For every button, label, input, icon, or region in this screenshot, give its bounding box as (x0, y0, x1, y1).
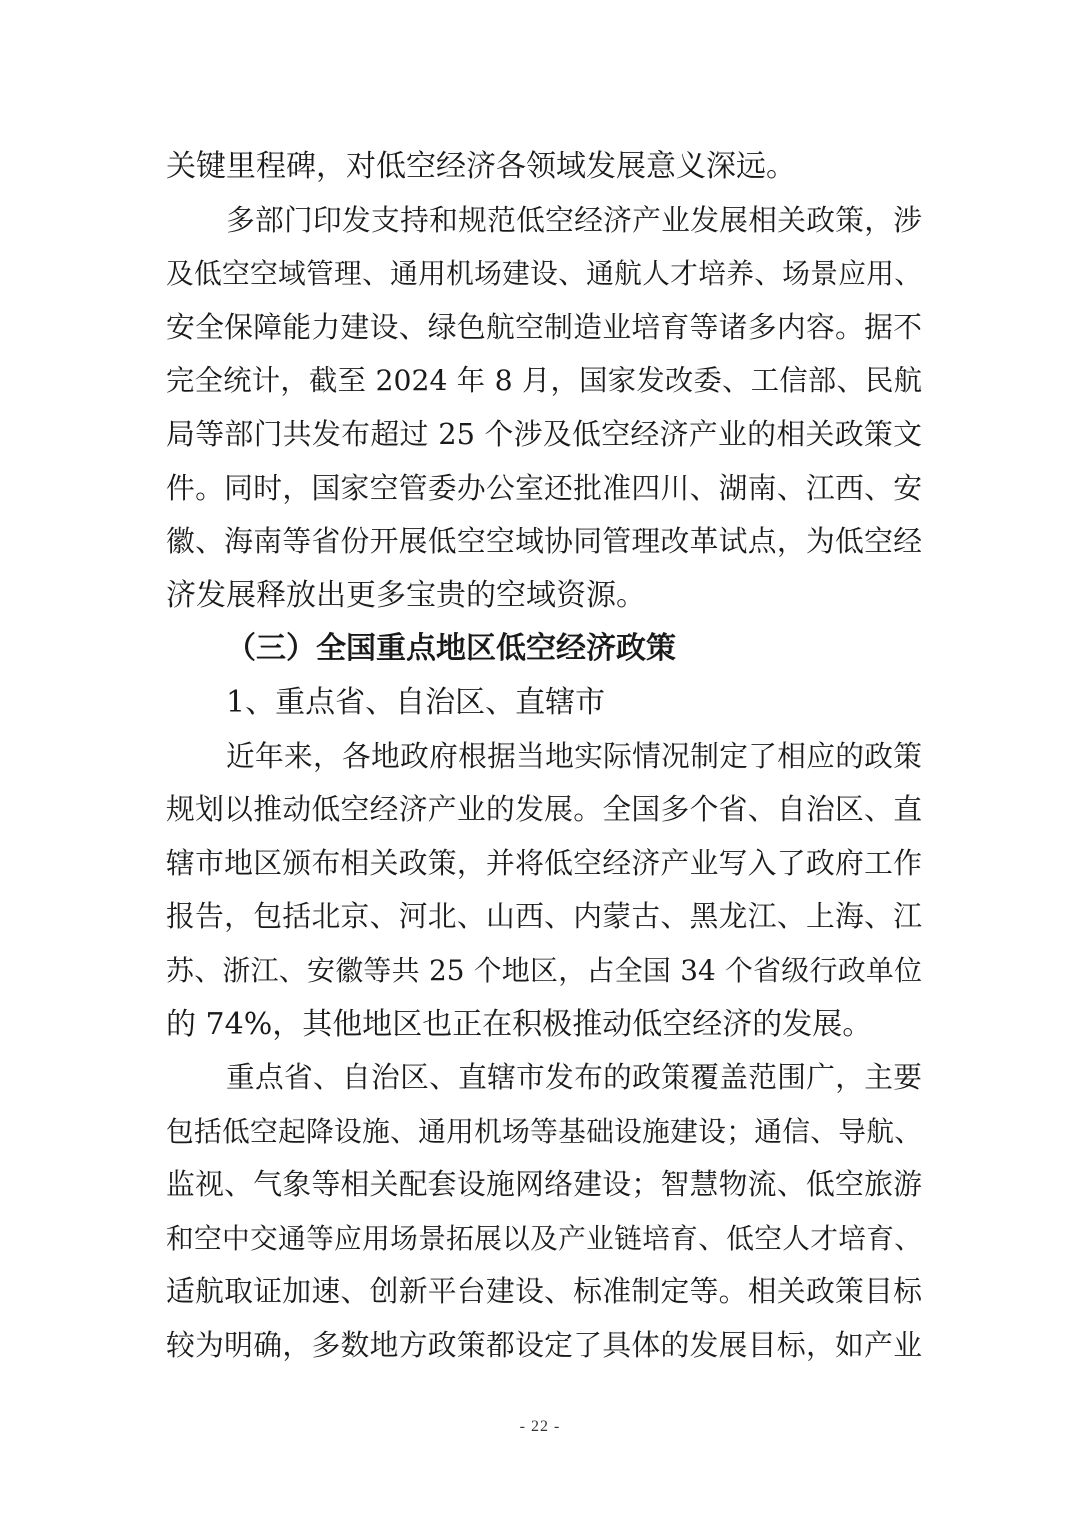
paragraph-line: 规划以推动低空经济产业的发展。全国多个省、自治区、直 (166, 792, 922, 827)
paragraph-line: 徽、海南等省份开展低空空域协同管理改革试点，为低空经 (166, 524, 922, 559)
page-number: - 22 - (519, 1418, 561, 1435)
paragraph-line: 安全保障能力建设、绿色航空制造业培育等诸多内容。据不 (166, 309, 922, 344)
paragraph-line: 和空中交通等应用场景拓展以及产业链培育、低空人才培育、 (166, 1221, 922, 1255)
subsection-heading: 1、重点省、自治区、直辖市 (226, 684, 606, 720)
section-heading: （三）全国重点地区低空经济政策 (226, 631, 676, 667)
paragraph-line: 完全统计，截至 2024 年 8 月，国家发改委、工信部、民航 (166, 364, 922, 398)
paragraph-line: 包括低空起降设施、通用机场等基础设施建设；通信、导航、 (166, 1114, 922, 1148)
paragraph-line: 关键里程碑，对低空经济各领域发展意义深远。 (166, 149, 796, 184)
paragraph-line: 件。同时，国家空管委办公室还批准四川、湖南、江西、安 (166, 470, 922, 505)
paragraph-line: 多部门印发支持和规范低空经济产业发展相关政策，涉 (226, 202, 922, 237)
paragraph-line: 报告，包括北京、河北、山西、内蒙古、黑龙江、上海、江 (166, 899, 922, 934)
paragraph-line: 监视、气象等相关配套设施网络建设；智慧物流、低空旅游 (166, 1167, 922, 1202)
paragraph-line: 重点省、自治区、直辖市发布的政策覆盖范围广，主要 (226, 1060, 922, 1095)
paragraph-line: 的 74%，其他地区也正在积极推动低空经济的发展。 (166, 1006, 873, 1042)
paragraph-line: 适航取证加速、创新平台建设、标准制定等。相关政策目标 (166, 1274, 922, 1309)
paragraph-line: 济发展释放出更多宝贵的空域资源。 (166, 577, 646, 613)
paragraph-line: 及低空空域管理、通用机场建设、通航人才培养、场景应用、 (166, 257, 922, 291)
body-text (166, 140, 922, 1373)
paragraph-line: 近年来，各地政府根据当地实际情况制定了相应的政策 (226, 738, 922, 773)
paragraph-line: 局等部门共发布超过 25 个涉及低空经济产业的相关政策文 (166, 416, 922, 451)
paragraph-line: 辖市地区颁布相关政策，并将低空经济产业写入了政府工作 (166, 845, 922, 880)
paragraph-line: 苏、浙江、安徽等共 25 个地区，占全国 34 个省级行政单位 (166, 953, 922, 987)
paragraph-line: 较为明确，多数地方政策都设定了具体的发展目标，如产业 (166, 1328, 922, 1363)
